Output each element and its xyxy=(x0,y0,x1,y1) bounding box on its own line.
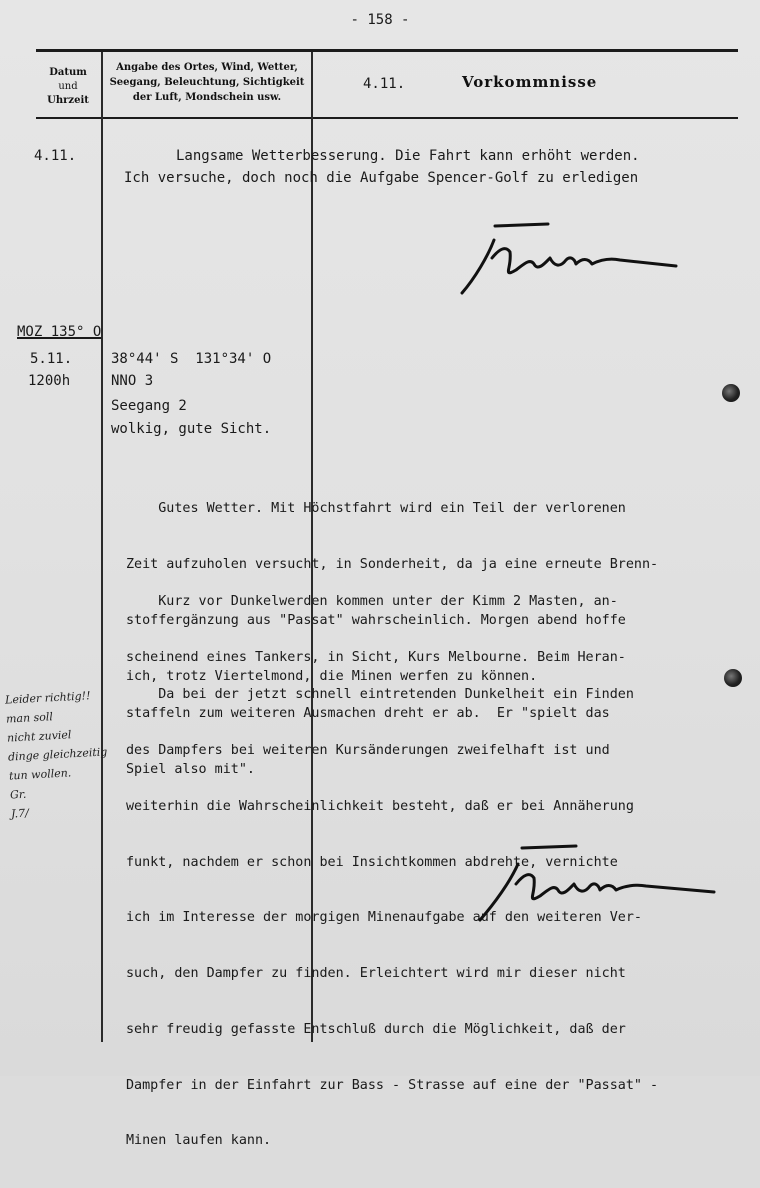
margin-handwritten-note: Leider richtig!! man soll nicht zuviel dinge gleichzeitig tun wollen. Gr. J.7/ xyxy=(4,689,108,821)
entry2-date: 5.11. xyxy=(30,351,73,367)
text-line: funkt, nachdem er schon bei Insichtkommen abdrehte, vernichte xyxy=(126,854,618,870)
header-angabe-line: Seegang, Beleuchtung, Sichtigkeit xyxy=(109,77,305,88)
text-line: staffeln zum weiteren Ausmachen dreht er ab. Er "spielt das xyxy=(126,705,610,721)
column-divider-datum xyxy=(101,52,103,1042)
text-line: Gutes Wetter. Mit Höchstfahrt wird ein Teil der verlorenen xyxy=(126,501,626,517)
text-line: ich, trotz Viertelmond, die Minen werfen zu können. xyxy=(126,668,538,684)
header-angabe xyxy=(106,60,308,105)
page-number: - 158 - xyxy=(350,12,410,28)
text-line: scheinend eines Tankers, in Sicht, Kurs Melbourne. Beim Heran- xyxy=(126,649,626,665)
entry2-position: 38°44' S 131°34' O xyxy=(111,351,272,367)
header-bottom-rule xyxy=(36,117,738,119)
text-line: Kurz vor Dunkelwerden kommen unter der Kimm 2 Masten, an- xyxy=(126,594,618,610)
text-line: Zeit aufzuholen versucht, in Sonderheit, da ja eine erneute Brenn- xyxy=(126,556,659,572)
header-datum-line: Uhrzeit xyxy=(47,95,89,106)
header-vorkommnisse: Vorkommnisse xyxy=(462,73,598,91)
header-date: 4.11. xyxy=(363,76,406,92)
entry1-line-1: Langsame Wetterbesserung. Die Fahrt kann erhöht werden. xyxy=(176,148,640,164)
entry2-sea: Seegang 2 xyxy=(111,398,187,414)
header-top-rule xyxy=(36,49,738,52)
header-angabe-line: der Luft, Mondschein usw. xyxy=(132,92,282,103)
text-line: des Dampfers bei weiteren Kursänderungen zweifelhaft ist und xyxy=(126,742,610,758)
moz-label: MOZ 135° O xyxy=(17,324,102,340)
header-datum-line: Datum xyxy=(49,67,87,78)
signature-1 xyxy=(450,218,690,300)
signature-2 xyxy=(470,840,730,930)
header-angabe-line: Angabe des Ortes, Wind, Wetter, xyxy=(116,62,298,73)
text-line: Da bei der jetzt schnell eintretenden Dunkelheit ein Finden xyxy=(126,687,634,703)
punch-hole xyxy=(722,384,740,402)
header-datum-line: und xyxy=(58,81,78,92)
text-line: Minen laufen kann. xyxy=(126,1133,272,1149)
text-line: Spiel also mit". xyxy=(126,761,255,777)
text-line: such, den Dampfer zu finden. Erleichtert wird mir dieser nicht xyxy=(126,966,626,982)
punch-hole xyxy=(724,669,742,687)
entry1-line-2: Ich versuche, doch noch die Aufgabe Spencer-Golf zu erledigen xyxy=(124,170,639,186)
text-line: weiterhin die Wahrscheinlichkeit besteht, daß er bei Annäherung xyxy=(126,798,634,814)
text-line: Dampfer in der Einfahrt zur Bass - Strasse auf eine der "Passat" - xyxy=(126,1077,659,1093)
text-line: sehr freudig gefasste Entschluß durch die Möglichkeit, daß der xyxy=(126,1021,626,1037)
header-datum xyxy=(40,66,96,108)
entry1-date: 4.11. xyxy=(34,148,77,164)
entry2-weather: wolkig, gute Sicht. xyxy=(111,421,272,437)
entry2-wind: NNO 3 xyxy=(111,373,154,389)
entry2-time: 1200h xyxy=(28,373,71,389)
text-line: ich im Interesse der morgigen Minenaufgabe auf den weiteren Ver- xyxy=(126,910,642,926)
text-line: stoffergänzung aus "Passat" wahrscheinlich. Morgen abend hoffe xyxy=(126,612,626,628)
